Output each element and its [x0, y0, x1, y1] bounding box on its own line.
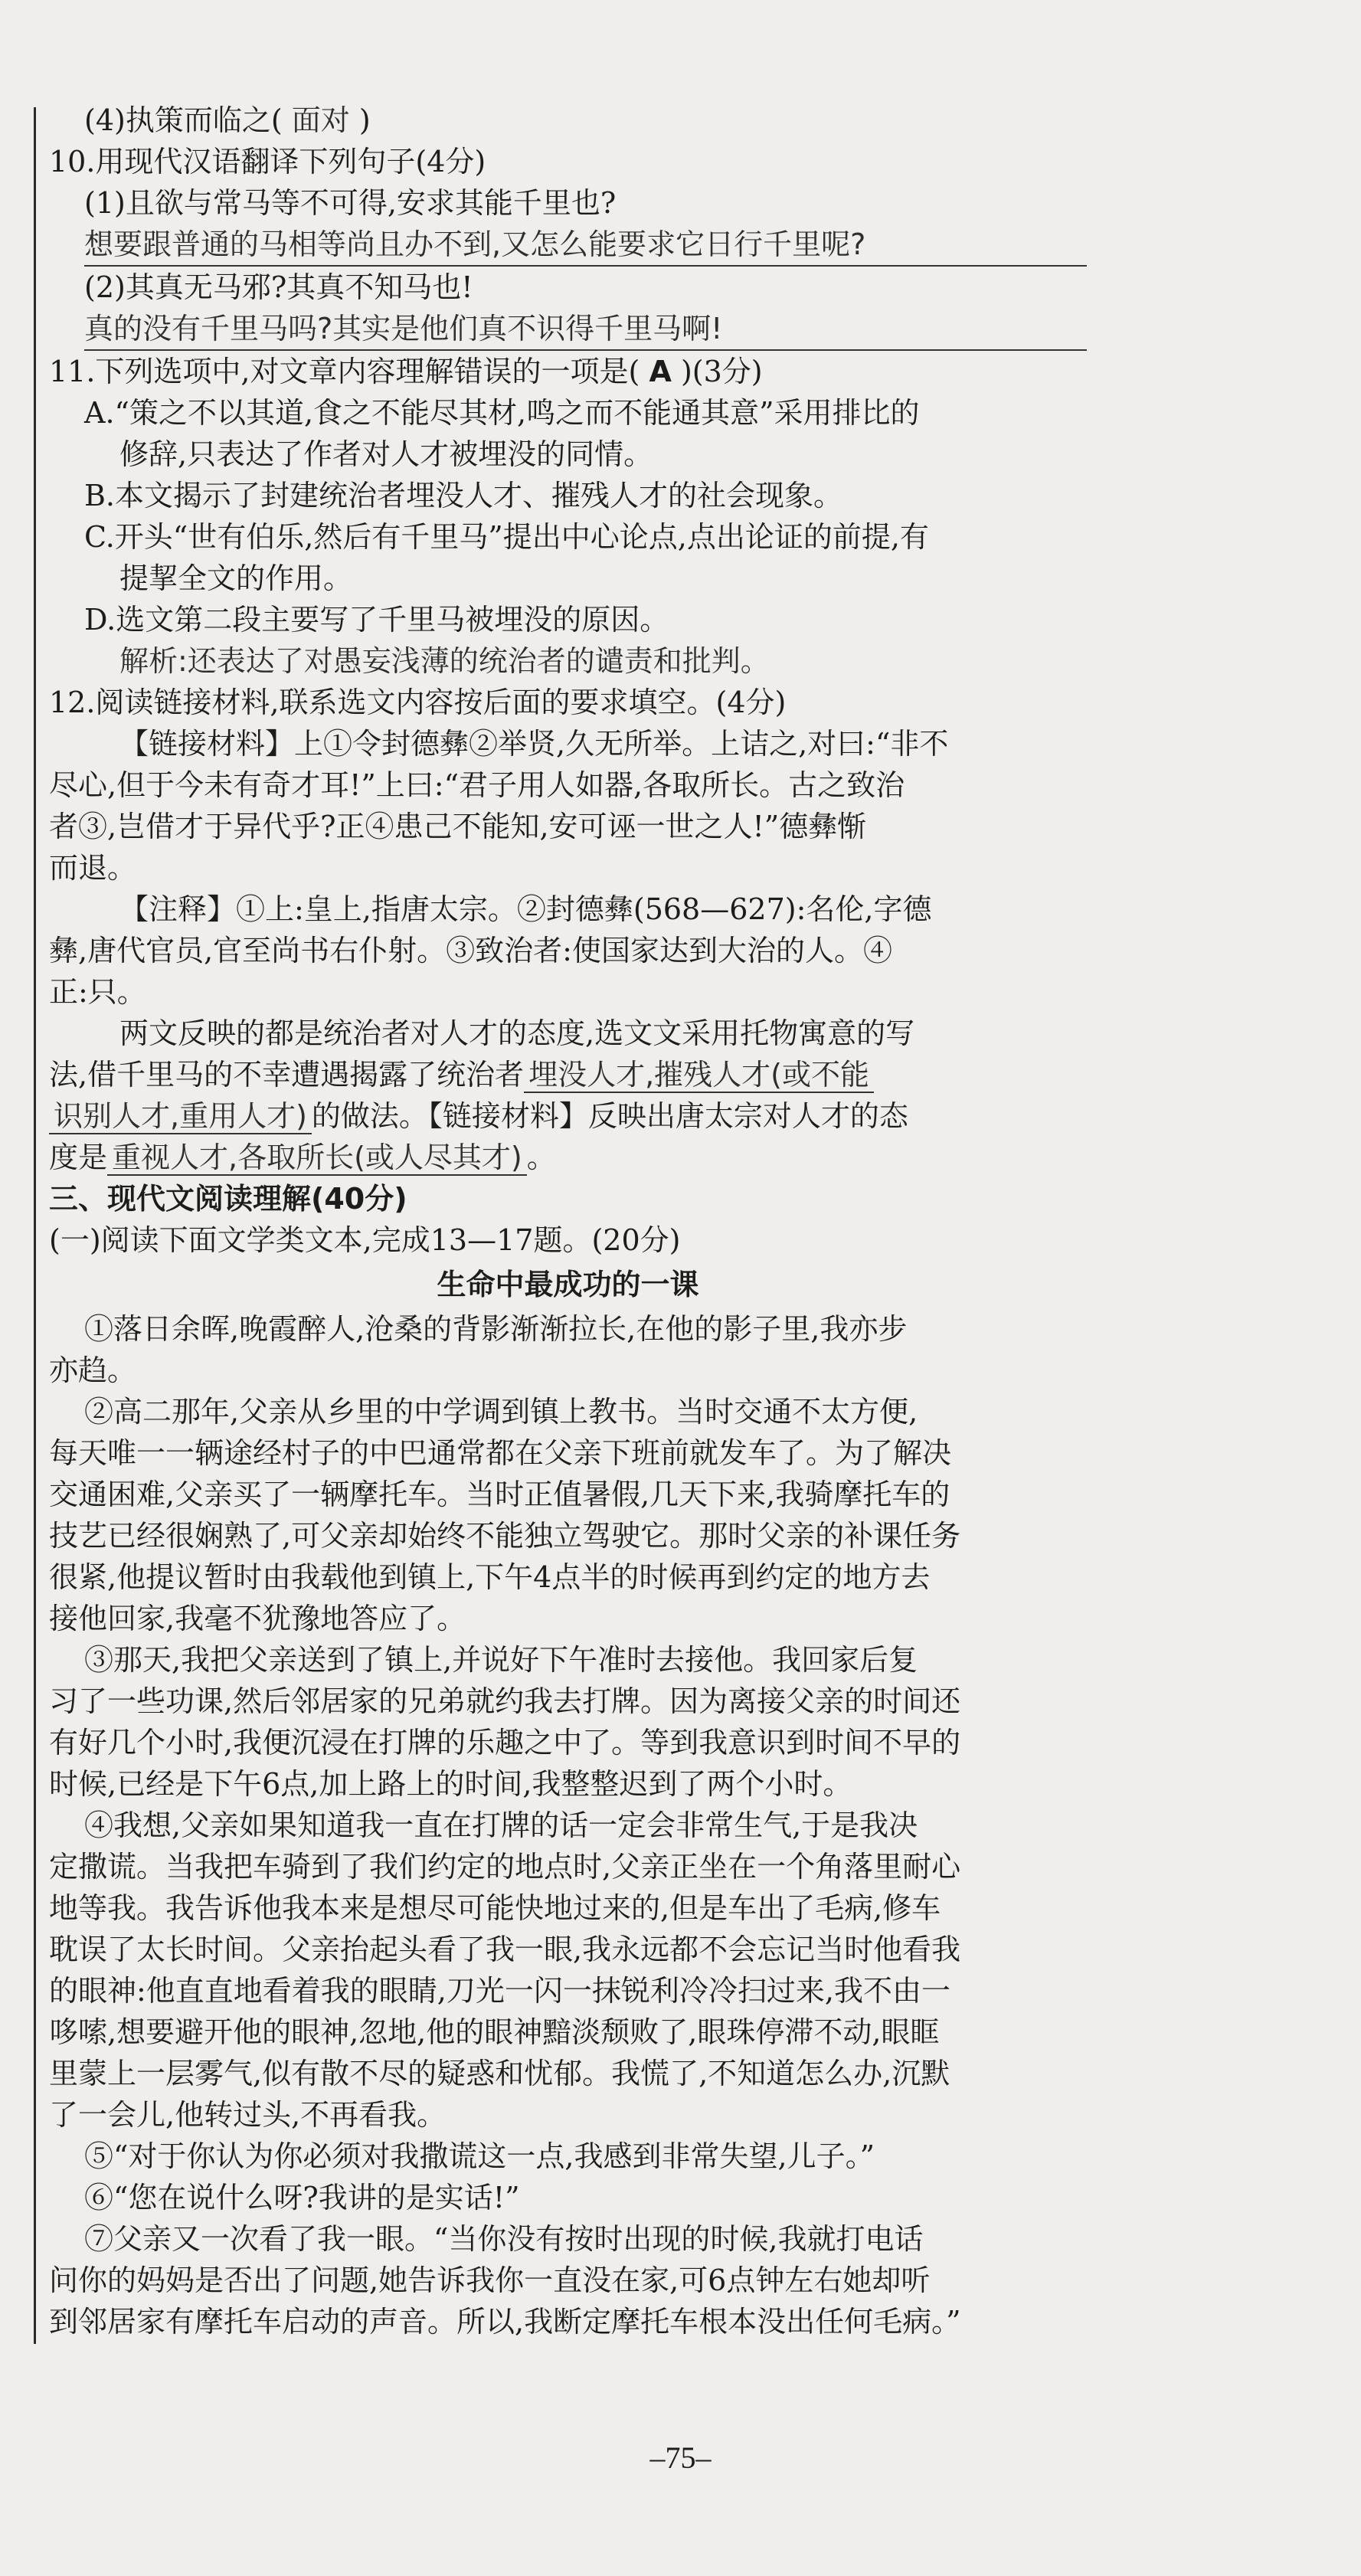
q9-item4: (4)执策而临之( 面对 ) [84, 103, 371, 137]
story-p4-line1: ④我想,父亲如果知道我一直在打牌的话一定会非常生气,于是我决 [84, 1808, 918, 1842]
q12-blank2: 重视人才,各取所长(或人尽其才) [107, 1141, 527, 1176]
q11-option-c-line2: 提挈全文的作用。 [119, 561, 353, 595]
story-p3-line4: 时候,已经是下午6点,加上路上的时间,我整整迟到了两个小时。 [49, 1767, 852, 1801]
q12-blank1-part1: 埋没人才,摧残人才(或不能 [524, 1058, 874, 1093]
section3-title: 三、现代文阅读理解(40分) [49, 1182, 407, 1216]
story-p1-line2: 亦趋。 [49, 1353, 137, 1387]
story-p6: ⑥“您在说什么呀?我讲的是实话!” [84, 2181, 520, 2214]
q10-sentence-2: (2)其真无马邪?其真不知马也! [84, 270, 473, 304]
story-title: 生命中最成功的一课 [437, 1268, 699, 1301]
q12-material-line1: 【链接材料】上①令封德彝②举贤,久无所举。上诘之,对曰:“非不 [119, 727, 949, 761]
story-p4-line6: 哆嗦,想要避开他的眼神,忽地,他的眼神黯淡颓败了,眼珠停滞不动,眼眶 [49, 2015, 940, 2049]
section3-subtitle: (一)阅读下面文学类文本,完成13—17题。(20分) [49, 1223, 681, 1257]
story-p2-line4: 技艺已经很娴熟了,可父亲却始终不能独立驾驶它。那时父亲的补课任务 [49, 1519, 961, 1553]
q11-option-d: D.选文第二段主要写了千里马被埋没的原因。 [84, 603, 669, 637]
q12-fill-line1: 两文反映的都是统治者对人才的态度,选文文采用托物寓意的写 [119, 1016, 915, 1050]
binding-margin-line [34, 107, 36, 2344]
q10-sentence-1: (1)且欲与常马等不可得,安求其能千里也? [84, 186, 617, 220]
page-number: –75– [649, 2440, 712, 2475]
q11-option-a-line1: A.“策之不以其道,食之不能尽其材,鸣之而不能通其意”采用排比的 [84, 396, 920, 430]
q10-answer-2: 真的没有千里马吗?其实是他们真不识得千里马啊! [49, 308, 1087, 351]
story-p3-line3: 有好几个小时,我便沉浸在打牌的乐趣之中了。等到我意识到时间不早的 [49, 1726, 961, 1759]
story-p5: ⑤“对于你认为你必须对我撒谎这一点,我感到非常失望,儿子。” [84, 2139, 875, 2173]
q12-material-line2: 尽心,但于今未有奇才耳!”上曰:“君子用人如器,各取所长。古之致治 [49, 768, 905, 802]
q9-item4-answer: 面对 [291, 103, 350, 137]
story-p2-line2: 每天唯一一辆途经村子的中巴通常都在父亲下班前就发车了。为了解决 [49, 1436, 952, 1470]
story-p4-line2: 定撒谎。当我把车骑到了我们约定的地点时,父亲正坐在一个角落里耐心 [49, 1850, 961, 1884]
q12-title: 12.阅读链接材料,联系选文内容按后面的要求填空。(4分) [49, 686, 787, 719]
story-p4-line3: 地等我。我告诉他我本来是想尽可能快地过来的,但是车出了毛病,修车 [49, 1891, 941, 1925]
q10-answer-1: 想要跟普通的马相等尚且办不到,又怎么能要求它日行千里呢? [49, 224, 1087, 267]
q12-material-line4: 而退。 [49, 851, 137, 885]
story-p2-line5: 很紧,他提议暂时由我载他到镇上,下午4点半的时候再到约定的地方去 [49, 1560, 931, 1594]
q11-title: 11.下列选项中,对文章内容理解错误的一项是( A )(3分) [49, 355, 763, 388]
q11-option-a-line2: 修辞,只表达了作者对人才被埋没的同情。 [119, 437, 653, 471]
story-p2-line6: 接他回家,我毫不犹豫地答应了。 [49, 1602, 466, 1635]
story-p3-line2: 习了一些功课,然后邻居家的兄弟就约我去打牌。因为离接父亲的时间还 [49, 1684, 961, 1718]
q11-analysis: 解析:还表达了对愚妄浅薄的统治者的谴责和批判。 [119, 644, 770, 678]
q12-notes-line1: 【注释】①上:皇上,指唐太宗。②封德彝(568—627):名伦,字德 [119, 892, 932, 926]
q12-notes-line2: 彝,唐代官员,官至尚书右仆射。③致治者:使国家达到大治的人。④ [49, 934, 892, 967]
q12-material-line3: 者③,岂借才于异代乎?正④患己不能知,安可诬一世之人!”德彝惭 [49, 810, 867, 843]
q12-fill-line2: 法,借千里马的不幸遭遇揭露了统治者 埋没人才,摧残人才(或不能 [49, 1054, 1087, 1095]
story-p2-line1: ②高二那年,父亲从乡里的中学调到镇上教书。当时交通不太方便, [84, 1395, 918, 1429]
story-p7-line3: 到邻居家有摩托车启动的声音。所以,我断定摩托车根本没出任何毛病。” [49, 2305, 961, 2339]
q12-notes-line3: 正:只。 [49, 975, 146, 1009]
q11-option-c-line1: C.开头“世有伯乐,然后有千里马”提出中心论点,点出论证的前提,有 [84, 520, 929, 554]
story-p7-line1: ⑦父亲又一次看了我一眼。“当你没有按时出现的时候,我就打电话 [84, 2222, 924, 2256]
q11-option-b: B.本文揭示了封建统治者埋没人才、摧残人才的社会现象。 [84, 479, 843, 512]
story-p4-line5: 的眼神:他直直地看着我的眼睛,刀光一闪一抹锐利冷冷扫过来,我不由一 [49, 1974, 950, 2008]
q12-blank1-part2: 识别人才,重用人才) [49, 1099, 312, 1134]
q11-answer: A [649, 355, 672, 388]
story-p1-line1: ①落日余晖,晚霞醉人,沧桑的背影渐渐拉长,在他的影子里,我亦步 [84, 1312, 908, 1346]
document-content [49, 100, 1087, 2342]
story-p2-line3: 交通困难,父亲买了一辆摩托车。当时正值暑假,几天下来,我骑摩托车的 [49, 1478, 950, 1511]
story-p4-line4: 耽误了太长时间。父亲抬起头看了我一眼,我永远都不会忘记当时他看我 [49, 1933, 961, 1966]
story-p3-line1: ③那天,我把父亲送到了镇上,并说好下午准时去接他。我回家后复 [84, 1643, 918, 1677]
q10-title: 10.用现代汉语翻译下列句子(4分) [49, 145, 486, 178]
story-p7-line2: 问你的妈妈是否出了问题,她告诉我你一直没在家,可6点钟左右她却听 [49, 2263, 931, 2297]
story-p4-line7: 里蒙上一层雾气,似有散不尽的疑惑和忧郁。我慌了,不知道怎么办,沉默 [49, 2057, 950, 2090]
q12-fill-line3: 识别人才,重用人才) 的做法。【链接材料】反映出唐太宗对人才的态 [49, 1095, 1087, 1137]
story-p4-line8: 了一会儿,他转过头,不再看我。 [49, 2098, 447, 2132]
q12-fill-line4: 度是 重视人才,各取所长(或人尽其才) 。 [49, 1141, 556, 1174]
